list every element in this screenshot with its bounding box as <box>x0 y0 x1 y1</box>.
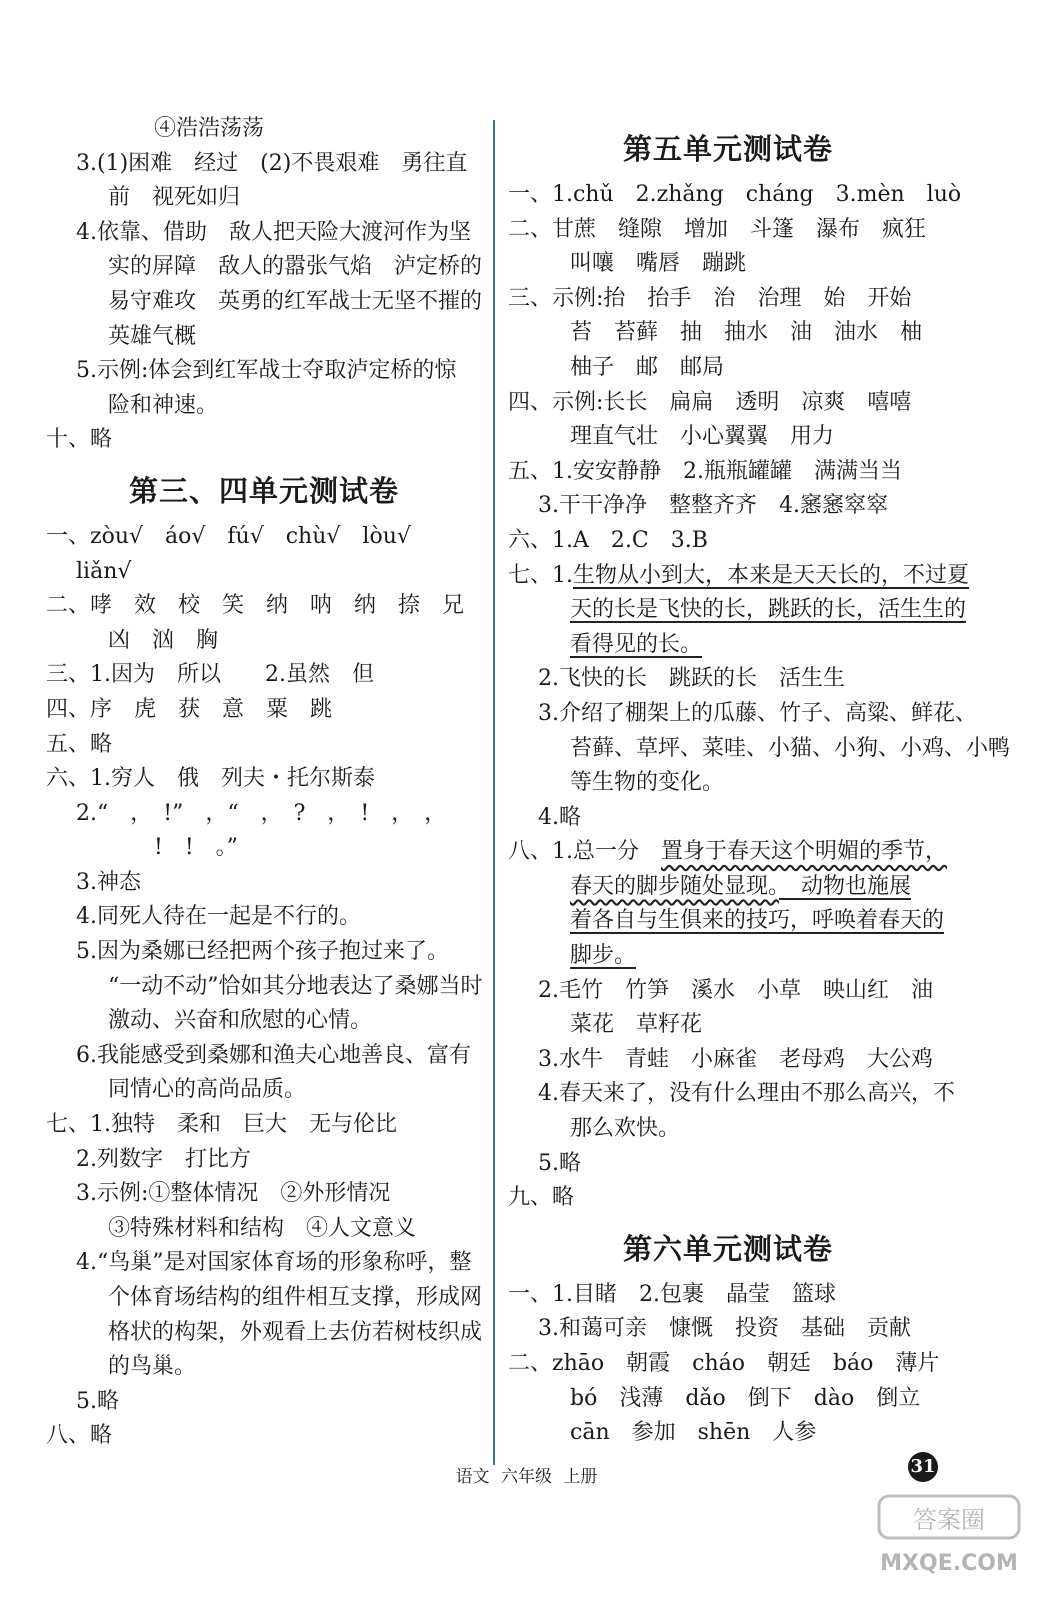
answer-line: 个体育场结构的组件相互支撑，形成网 <box>108 1285 483 1310</box>
answer-line: 易守难攻 英勇的红军战士无坚不摧的 <box>108 288 483 314</box>
answer-line: 七、1.独特 柔和 巨大 无与伦比 <box>46 1112 397 1138</box>
answer-line: 凶 汹 胸 <box>108 627 219 653</box>
answer-line: 4.略 <box>538 804 581 830</box>
q7-underlined-text: 生物从小到大，本来是天天长的，不过夏 <box>573 562 970 588</box>
q8-underlined-text: 动物也施展 <box>779 873 912 899</box>
answer-line: 4.“鸟巢”是对国家体育场的形象称呼，整 <box>76 1250 472 1276</box>
q7-line-2 <box>508 593 967 628</box>
answer-line: 4.依靠、借助 敌人把天险大渡河作为坚 <box>76 219 471 245</box>
answer-line: 3.水牛 青蛙 小麻雀 老母鸡 大公鸡 <box>538 1046 933 1072</box>
answer-line: 八、略 <box>46 1423 113 1449</box>
section-title-units-3-4: 第三、四单元测试卷 <box>128 473 399 508</box>
answer-line: liǎn√ <box>76 558 132 584</box>
answer-line: 六、1.A 2.C 3.B <box>508 527 708 553</box>
q8-wavy-text: 春天的脚步随处显现。 <box>570 873 780 899</box>
left-answer-lines <box>46 112 482 458</box>
answer-line: bó 浅薄 dǎo 倒下 dào 倒立 <box>570 1385 921 1411</box>
section-title-unit-5: 第五单元测试卷 <box>622 132 833 166</box>
answer-line: ③特殊材料和结构 ④人文意义 <box>108 1215 417 1241</box>
q8-prefix: 八、1.总一分 <box>508 839 661 865</box>
answer-line: 格状的构架，外观看上去仿若树枝织成 <box>108 1319 483 1345</box>
answer-line: 2.毛竹 竹笋 溪水 小草 映山红 油 <box>538 977 933 1003</box>
answer-line: 一、zòu√ áo√ fú√ chù√ lòu√ <box>46 523 411 549</box>
unit-5-answer-lines <box>508 178 962 559</box>
answer-line: 柚子 邮 邮局 <box>570 354 725 380</box>
answer-line: 菜花 草籽花 <box>570 1012 703 1038</box>
q8-wavy-text: 置身于春天这个明媚的季节， <box>661 839 948 865</box>
left-column <box>46 112 482 1454</box>
answer-line: 那么欢快。 <box>570 1116 681 1142</box>
answer-line: 3.示例:①整体情况 ②外形情况 <box>76 1181 391 1207</box>
q8-line-4 <box>508 939 948 974</box>
footer-volume: 上册 <box>563 1467 598 1487</box>
right-column <box>508 112 1011 1451</box>
answer-line: 实的屏障 敌人的嚣张气焰 泸定桥的 <box>108 254 483 280</box>
answer-line: 六、1.穷人 俄 列夫・托尔斯泰 <box>46 766 375 792</box>
answer-line: cān 参加 shēn 人参 <box>570 1420 817 1446</box>
answer-line: 5.略 <box>538 1150 581 1176</box>
answer-line: 五、略 <box>46 731 113 757</box>
answer-line: 险和神速。 <box>108 392 219 418</box>
footer-grade: 六年级 <box>501 1467 552 1487</box>
answer-line: 的鸟巢。 <box>108 1354 197 1380</box>
answer-line: 一、1.目睹 2.包裹 晶莹 篮球 <box>508 1281 836 1307</box>
answer-line: 5.略 <box>76 1388 119 1414</box>
answer-line: 激动、兴奋和欣慰的心情。 <box>108 1008 373 1034</box>
answer-line: 2.飞快的长 跳跃的长 活生生 <box>538 666 845 692</box>
answer-line: 叫嚷 嘴唇 蹦跳 <box>570 251 747 277</box>
answer-line: 2.“ ， !” ，“ ， ? ， ! ， ， <box>76 800 447 826</box>
answer-line: 二、甘蔗 缝隙 增加 斗篷 瀑布 疯狂 <box>508 216 927 242</box>
answer-line: 三、1.因为 所以 2.虽然 但 <box>46 662 374 688</box>
answer-line: 四、示例:长长 扁扁 透明 凉爽 嘻嘻 <box>508 389 912 415</box>
answer-line: ! ! 。” <box>154 835 238 861</box>
answer-line: 前 视死如归 <box>108 185 241 211</box>
answer-line: 等生物的变化。 <box>570 770 725 796</box>
svg-text:答案圈: 答案圈 <box>913 1506 985 1534</box>
answer-line: 四、序 虎 获 意 粟 跳 <box>46 696 333 722</box>
watermark-text: MXQE.COM <box>880 1551 1018 1576</box>
q7-prefix: 七、1. <box>508 562 573 588</box>
answer-line: 3.介绍了棚架上的瓜藤、竹子、高粱、鲜花、 <box>538 700 977 726</box>
page-footer <box>0 1462 1053 1487</box>
answer-line: 3.(1)困难 经过 (2)不畏艰难 勇往直 <box>76 150 468 176</box>
answer-line: 十、略 <box>46 427 113 453</box>
answer-line: 同情心的高尚品质。 <box>108 1077 307 1103</box>
q7-underlined-text: 天的长是飞快的长，跳跃的长，活生生的 <box>570 597 967 623</box>
unit-5-answer-lines-c <box>508 974 955 1216</box>
q7-line-3 <box>508 628 948 663</box>
answer-line: 5.示例:体会到红军战士夺取泸定桥的惊 <box>76 358 457 384</box>
q8-underlined-text: 着各自与生俱来的技巧，呼唤着春天的 <box>570 908 945 934</box>
answer-line: 理直气壮 小心翼翼 用力 <box>570 424 835 450</box>
answer-line: 五、1.安安静静 2.瓶瓶罐罐 满满当当 <box>508 458 902 484</box>
answer-line: 三、示例:抬 抬手 治 治理 始 开始 <box>508 285 912 311</box>
answer-line: 英雄气概 <box>108 323 197 349</box>
answer-line: 二、哮 效 校 笑 纳 呐 纳 捺 兄 <box>46 593 465 619</box>
answer-line: 苔 苔藓 抽 抽水 油 油水 柚 <box>570 320 923 346</box>
answer-line: 5.因为桑娜已经把两个孩子抱过来了。 <box>76 939 449 965</box>
page-number: 31 <box>908 1452 938 1482</box>
answer-line: ④浩浩荡荡 <box>154 116 265 141</box>
section-title-unit-6: 第六单元测试卷 <box>622 1231 833 1266</box>
answer-line: 苔藓、草坪、菜哇、小猫、小狗、小鸡、小鸭 <box>570 735 1011 761</box>
unit-5-answer-lines-b <box>508 662 1011 835</box>
answer-line: 3.神态 <box>76 869 141 895</box>
answer-line: 4.春天来了，没有什么理由不那么高兴，不 <box>538 1081 955 1107</box>
answer-line: 2.列数字 打比方 <box>76 1146 251 1172</box>
answer-line: 一、1.chǔ 2.zhǎng cháng 3.mèn luò <box>508 182 962 207</box>
watermark-logo <box>875 1488 1025 1583</box>
answer-line: 二、zhāo 朝霞 cháo 朝廷 báo 薄片 <box>508 1351 940 1376</box>
footer-subject: 语文 <box>455 1467 490 1487</box>
q8-line-2 <box>508 870 948 905</box>
answer-line: “一动不动”恰如其分地表达了桑娜当时 <box>108 973 483 999</box>
units-3-4-answer-lines <box>46 520 482 1454</box>
q7-line-1 <box>508 559 970 594</box>
answer-line: 3.干干净净 整整齐齐 4.窸窸窣窣 <box>538 493 888 519</box>
unit-6-answer-lines <box>508 1278 948 1451</box>
q8-line-1 <box>508 835 948 870</box>
answer-line: 3.和蔼可亲 慷慨 投资 基础 贡献 <box>538 1316 911 1342</box>
answer-line: 4.同死人待在一起是不行的。 <box>76 904 361 930</box>
q7-underlined-text: 看得见的长。 <box>570 631 703 657</box>
answer-line: 6.我能感受到桑娜和渔夫心地善良、富有 <box>76 1042 471 1068</box>
q8-line-3 <box>508 904 948 939</box>
q8-underlined-text: 脚步。 <box>570 943 637 969</box>
answer-line: 九、略 <box>508 1185 575 1211</box>
column-divider <box>493 120 495 1465</box>
